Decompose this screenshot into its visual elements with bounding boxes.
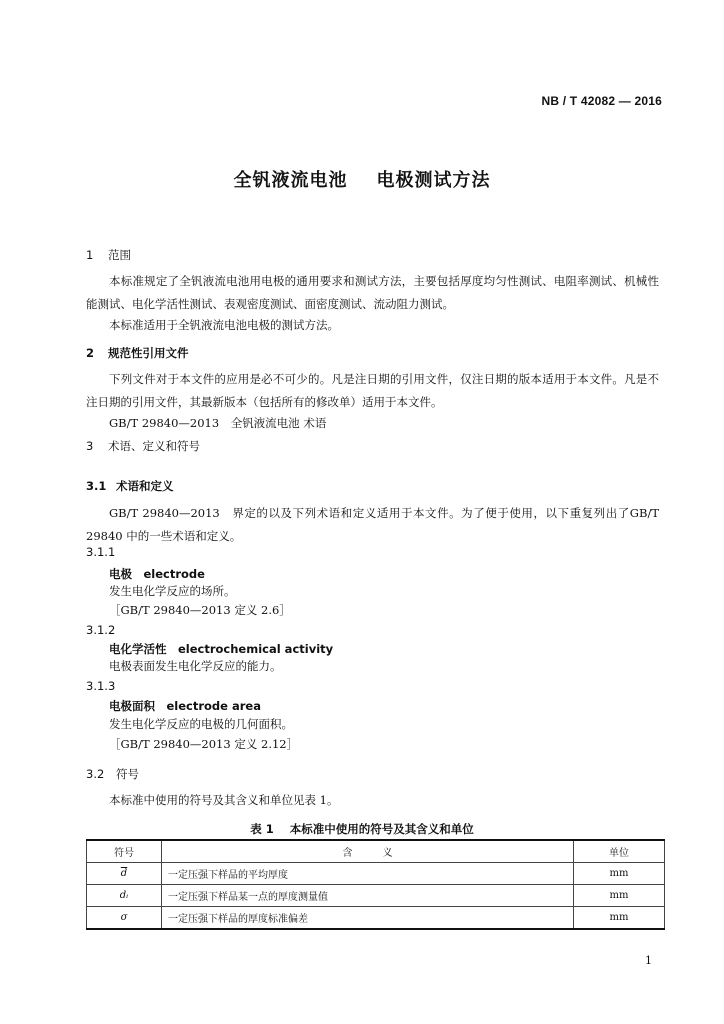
term-number: 3.1.2 xyxy=(86,623,116,637)
unit-cell: mm xyxy=(574,863,665,885)
term-en: electrode area xyxy=(166,699,261,713)
section-number: 1 xyxy=(86,248,94,262)
term-zh: 电化学活性 xyxy=(109,642,167,656)
table-row xyxy=(87,863,665,885)
header-meaning: 含 义 xyxy=(162,840,574,863)
section-3-2-paragraph: 本标准中使用的符号及其含义和单位见表 1。 xyxy=(109,793,339,807)
term-reference: ［GB/T 29840—2013 定义 2.12］ xyxy=(109,737,299,751)
symbols-table xyxy=(86,839,665,930)
section-2-heading xyxy=(86,345,189,361)
section-2-paragraph-1: 下列文件对于本文件的应用是必不可少的。凡是注日期的引用文件，仅注日期的版本适用于本文件。凡是不注日期的引用文件，其最新版本（包括所有的修改单）适用于本文件。 xyxy=(86,372,659,409)
document-title: 全钒液流电池 电极测试方法 xyxy=(233,170,491,191)
symbol-cell xyxy=(87,863,162,885)
section-number: 3 xyxy=(86,439,94,453)
standard-number: NB / T 42082 — 2016 xyxy=(541,94,662,108)
meaning-cell: 一定压强下样品的厚度标准偏差 xyxy=(162,907,574,930)
normative-reference: GB/T 29840—2013 全钒液流电池 术语 xyxy=(109,416,327,430)
term-definition: 发生电化学反应的电极的几何面积。 xyxy=(109,717,293,731)
section-3-heading xyxy=(86,438,200,454)
unit-cell: mm xyxy=(574,907,665,930)
table-row xyxy=(87,907,665,930)
term-title xyxy=(109,566,205,582)
section-title: 规范性引用文件 xyxy=(108,346,189,360)
section-number: 3.1 xyxy=(86,479,107,493)
symbol-cell: dᵢ xyxy=(87,885,162,907)
symbol-cell: σ xyxy=(87,907,162,930)
term-en: electrode xyxy=(143,567,205,581)
section-3-1-heading xyxy=(86,478,174,494)
header-symbol: 符号 xyxy=(87,840,162,863)
term-number: 3.1.3 xyxy=(86,679,116,693)
symbol: $\overline{d}$ xyxy=(120,868,128,879)
table-header-row xyxy=(87,840,665,863)
section-title: 术语、定义和符号 xyxy=(108,439,200,453)
table-caption: 表 1 本标准中使用的符号及其含义和单位 xyxy=(250,822,474,836)
section-title: 范围 xyxy=(108,248,131,262)
section-3-2-heading xyxy=(86,766,139,782)
term-title xyxy=(109,698,261,714)
term-definition: 发生电化学反应的场所。 xyxy=(109,584,236,598)
term-zh: 电极 xyxy=(109,567,132,581)
unit-cell: mm xyxy=(574,885,665,907)
term-number: 3.1.1 xyxy=(86,545,116,559)
page-number: 1 xyxy=(645,954,652,967)
section-title: 符号 xyxy=(116,767,139,781)
meaning-cell: 一定压强下样品某一点的厚度测量值 xyxy=(162,885,574,907)
section-1-heading xyxy=(86,247,131,263)
section-1-paragraph-1: 本标准规定了全钒液流电池用电极的通用要求和测试方法，主要包括厚度均匀性测试、电阻率测试、机械性能测试、电化学活性测试、表观密度测试、面密度测试、流动阻力测试。 xyxy=(86,274,659,311)
section-title: 术语和定义 xyxy=(116,479,174,493)
term-reference: ［GB/T 29840—2013 定义 2.6］ xyxy=(109,603,291,617)
term-definition: 电极表面发生电化学反应的能力。 xyxy=(109,659,282,673)
term-zh: 电极面积 xyxy=(109,699,155,713)
header-unit: 单位 xyxy=(574,840,665,863)
section-1-paragraph-2: 本标准适用于全钒液流电池电极的测试方法。 xyxy=(109,318,339,332)
term-en: electrochemical activity xyxy=(178,642,334,656)
section-number: 2 xyxy=(86,346,95,360)
section-3-1-paragraph: GB/T 29840—2013 界定的以及下列术语和定义适用于本文件。为了便于使用，以下重复列出了GB/T 29840 中的一些术语和定义。 xyxy=(86,506,659,543)
table-row xyxy=(87,885,665,907)
term-title xyxy=(109,641,333,657)
meaning-cell: 一定压强下样品的平均厚度 xyxy=(162,863,574,885)
section-number: 3.2 xyxy=(86,767,105,781)
